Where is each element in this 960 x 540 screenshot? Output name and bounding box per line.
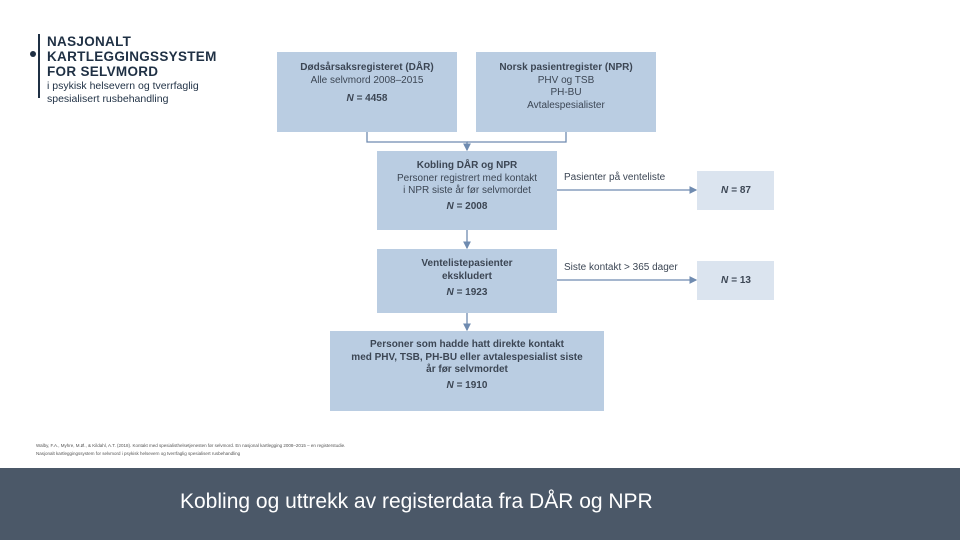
box-vente-title-2: ekskludert xyxy=(441,270,493,282)
box-vente xyxy=(377,249,557,313)
box-npr-title: Norsk pasientregister (NPR) xyxy=(499,62,633,73)
box-final-n: N = 1910 xyxy=(446,379,488,391)
box-kobling-line-2: i NPR siste år før selvmordet xyxy=(403,185,531,196)
box-dar-n: N = 4458 xyxy=(346,93,388,104)
box-vente-title-1: Ventelistepasienter xyxy=(421,258,513,269)
box-npr-line-1: PHV og TSB xyxy=(537,74,595,86)
reference-text xyxy=(36,442,345,458)
box-kobling xyxy=(377,151,557,230)
box-kobling-title: Kobling DÅR og NPR xyxy=(416,160,518,171)
box-venteliste-n: N = 87 xyxy=(697,171,774,210)
box-kobling-line-1: Personer registrert med kontakt xyxy=(396,172,538,184)
connector-npr-to-kobling xyxy=(467,132,566,142)
box-npr-line-3: Avtalespesialister xyxy=(527,99,605,111)
box-npr xyxy=(476,52,656,132)
footer-title: Kobling og uttrekk av registerdata fra DÅR og NPR xyxy=(180,490,653,513)
label-siste-kontakt: Siste kontakt > 365 dager xyxy=(561,262,681,273)
logo-title-line-1: NASJONALT xyxy=(47,34,132,49)
box-final-title-2: med PHV, TSB, PH-BU eller avtalespesialist siste xyxy=(351,351,583,363)
box-final-title-3: år før selvmordet xyxy=(426,364,508,375)
reference-line-1: Walby, F.A., Myhre, M.Ø., & Kildahl, A.T. (2018). Kontakt med spesialisthelsetjenesten før selvmord. En nasjonal kartlegging 2008–2015 – en registerstudie. xyxy=(36,443,346,448)
logo-title-line-2: KARTLEGGINGSSYSTEM xyxy=(47,49,217,64)
logo-title-line-3: FOR SELVMORD xyxy=(47,64,159,79)
box-dar-title: Dødsårsaksregisteret (DÅR) xyxy=(300,62,434,73)
box-kobling-n: N = 2008 xyxy=(446,200,488,212)
box-dar xyxy=(277,52,457,132)
box-final xyxy=(330,331,604,411)
reference-line-2: Nasjonalt kartleggingssystem for selvmord i psykisk helsevern og tverrfaglig spesialisert rusbehandling xyxy=(36,451,241,456)
box-dar-line: Alle selvmord 2008–2015 xyxy=(310,74,424,86)
box-vente-n: N = 1923 xyxy=(446,287,488,298)
logo-subtitle-line-2: spesialisert rusbehandling xyxy=(47,93,169,105)
label-venteliste: Pasienter på venteliste xyxy=(561,172,668,183)
logo-subtitle-line-1: i psykisk helsevern og tverrfaglig xyxy=(47,80,199,92)
box-final-title-1: Personer som hadde hatt direkte kontakt xyxy=(370,339,564,350)
box-siste-kontakt-n: N = 13 xyxy=(697,261,774,300)
connector-dar-to-kobling xyxy=(367,132,467,150)
box-npr-line-2: PH-BU xyxy=(550,87,582,98)
